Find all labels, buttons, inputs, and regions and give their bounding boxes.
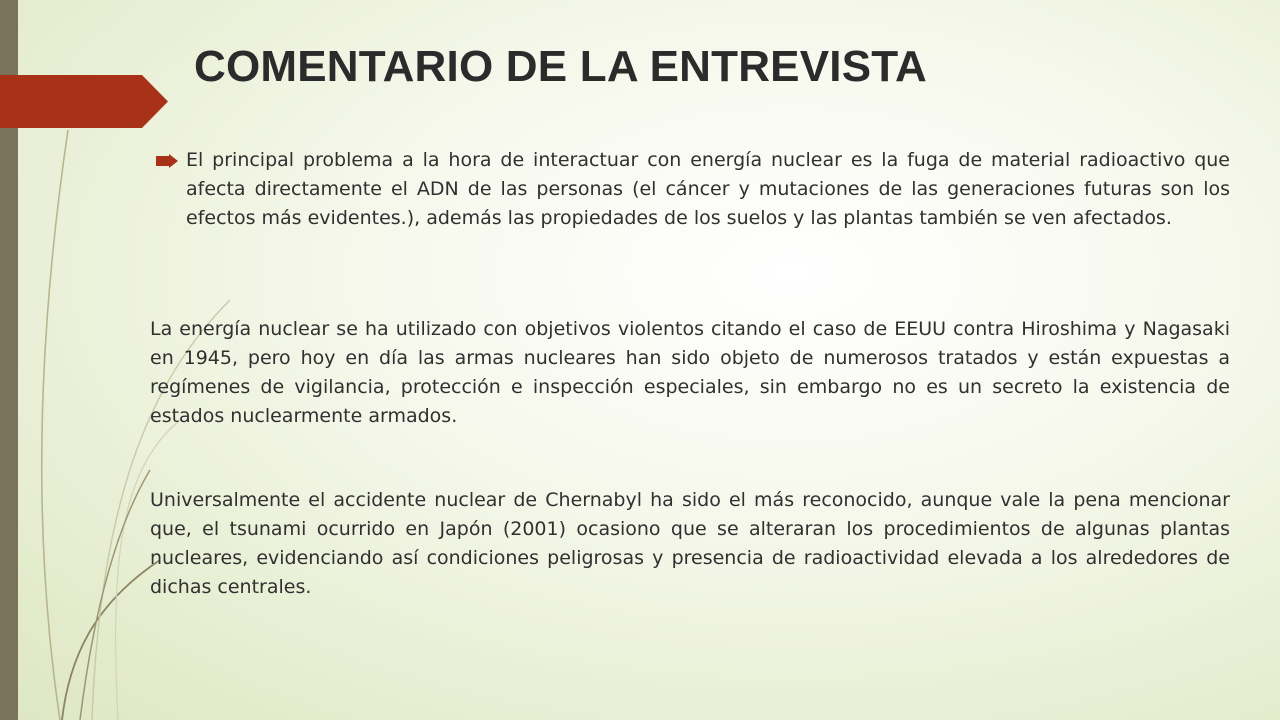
title-accent-tab: [0, 75, 168, 128]
paragraph-nuclear-weapons: La energía nuclear se ha utilizado con objetivos violentos citando el caso de EEUU contra Hiroshima y Nagasaki en 1945, pero hoy en día las armas nucleares han sido objeto de numerosos tratados y están expuestas a regímenes de vigilancia, protección e inspección especiales, sin embargo no es un secreto la existencia de estados nuclearmente armados.: [150, 318, 1230, 427]
paragraph-nuclear-accidents: Universalmente el accidente nuclear de Chernabyl ha sido el más reconocido, aunque vale la pena mencionar que, el tsunami ocurrido en Japón (2001) ocasiono que se alteraran los procedimientos de algunas plantas nucleares, evidenciando así condiciones peligrosas y presencia de radioactividad elevada a los alrededores de dichas centrales.: [150, 489, 1230, 598]
slide-title: COMENTARIO DE LA ENTREVISTA: [194, 42, 928, 91]
triangle-bullet-icon: [156, 154, 178, 168]
bullet-paragraph: El principal problema a la hora de interactuar con energía nuclear es la fuga de material radioactivo que afecta directamente el ADN de las personas (el cáncer y mutaciones de las generaciones futuras son los efectos más evidentes.), además las propiedades de los suelos y las plantas también se ven afectados.: [186, 149, 1230, 229]
